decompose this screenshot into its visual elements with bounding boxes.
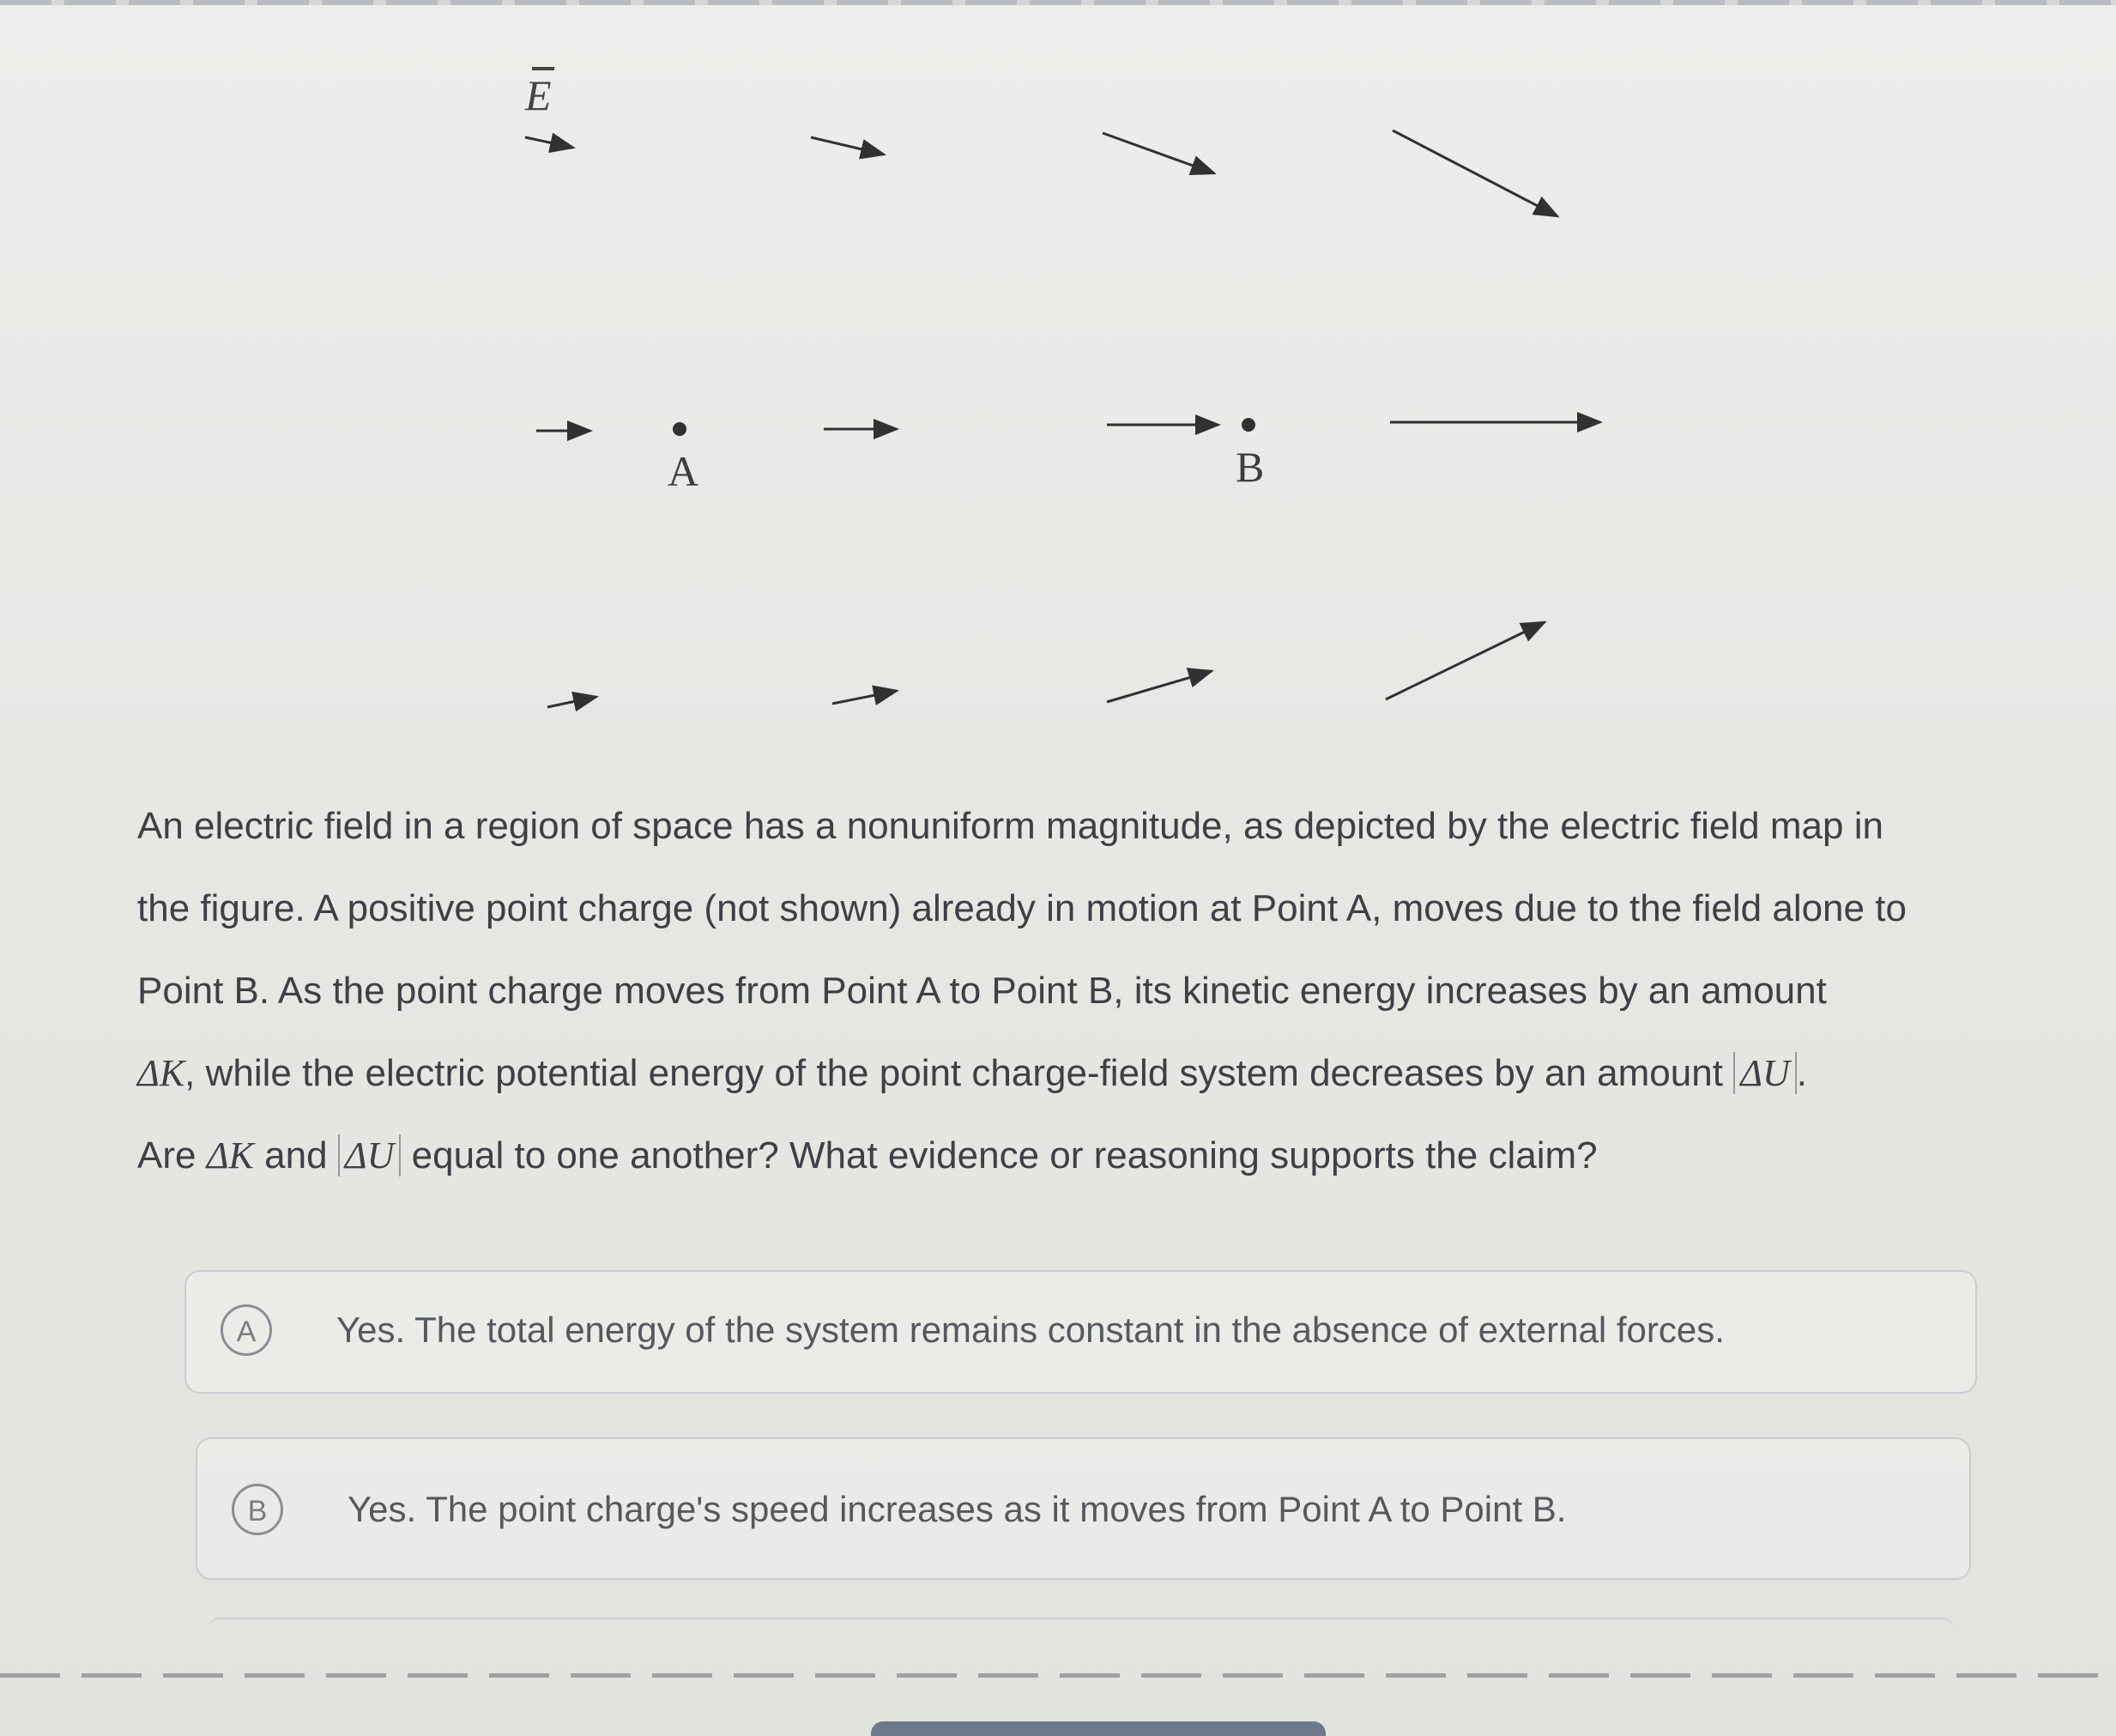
vector-bar (532, 67, 554, 70)
choice-b[interactable] (196, 1437, 1971, 1580)
field-arrow (811, 137, 884, 154)
question-line: Point B. As the point charge moves from Point A to Point B, its kinetic energy increases by an amount (137, 970, 1827, 1012)
field-arrow (1107, 671, 1212, 702)
field-arrow (1393, 130, 1557, 216)
abs-delta-u-symbol: ΔU (338, 1134, 402, 1176)
choice-b-letter: B (232, 1484, 283, 1535)
question-fragment: equal to one another? What evidence or reasoning supports the claim? (411, 1134, 1598, 1176)
question-fragment: , while the electric potential energy of the point charge-field system decreases by an amount (184, 1052, 1723, 1094)
dashed-divider (0, 1673, 2116, 1678)
question-line: An electric field in a region of space has a nonuniform magnitude, as depicted by the electric field map in (137, 805, 1883, 847)
field-arrow (525, 137, 573, 148)
electric-field-map (0, 0, 2116, 772)
question-line: the figure. A positive point charge (not shown) already in motion at Point A, moves due to the field alone to (137, 887, 1907, 929)
question-fragment: and (264, 1134, 328, 1176)
question-fragment: . (1796, 1052, 1808, 1094)
question-fragment: Are (137, 1134, 196, 1176)
abs-delta-u-symbol: ΔU (1733, 1052, 1797, 1094)
point-b-label: B (1236, 443, 1265, 491)
field-arrow (832, 691, 897, 704)
question-line (137, 1115, 2008, 1197)
point-a-dot (673, 422, 686, 436)
question-text (137, 785, 2008, 1197)
field-arrow (547, 697, 596, 707)
choice-a-text: Yes. The total energy of the system remains constant in the absence of external forces. (336, 1310, 1725, 1350)
choice-b-text: Yes. The point charge's speed increases as it moves from Point A to Point B. (348, 1489, 1567, 1529)
field-symbol-label (525, 70, 552, 120)
delta-k-symbol: ΔK (137, 1052, 185, 1094)
field-arrow (1103, 133, 1214, 173)
delta-k-symbol: ΔK (206, 1134, 254, 1176)
field-symbol-text: E (525, 71, 552, 119)
point-a-label: A (668, 447, 699, 495)
choice-a-letter: A (221, 1304, 272, 1356)
field-arrows (0, 0, 2116, 772)
choice-a[interactable] (184, 1270, 1977, 1394)
point-b-dot (1242, 418, 1255, 432)
field-arrow (1386, 622, 1545, 699)
question-line (137, 1032, 2008, 1115)
choice-c-partial[interactable] (206, 1618, 1956, 1671)
bottom-action-bar[interactable] (871, 1721, 1326, 1736)
